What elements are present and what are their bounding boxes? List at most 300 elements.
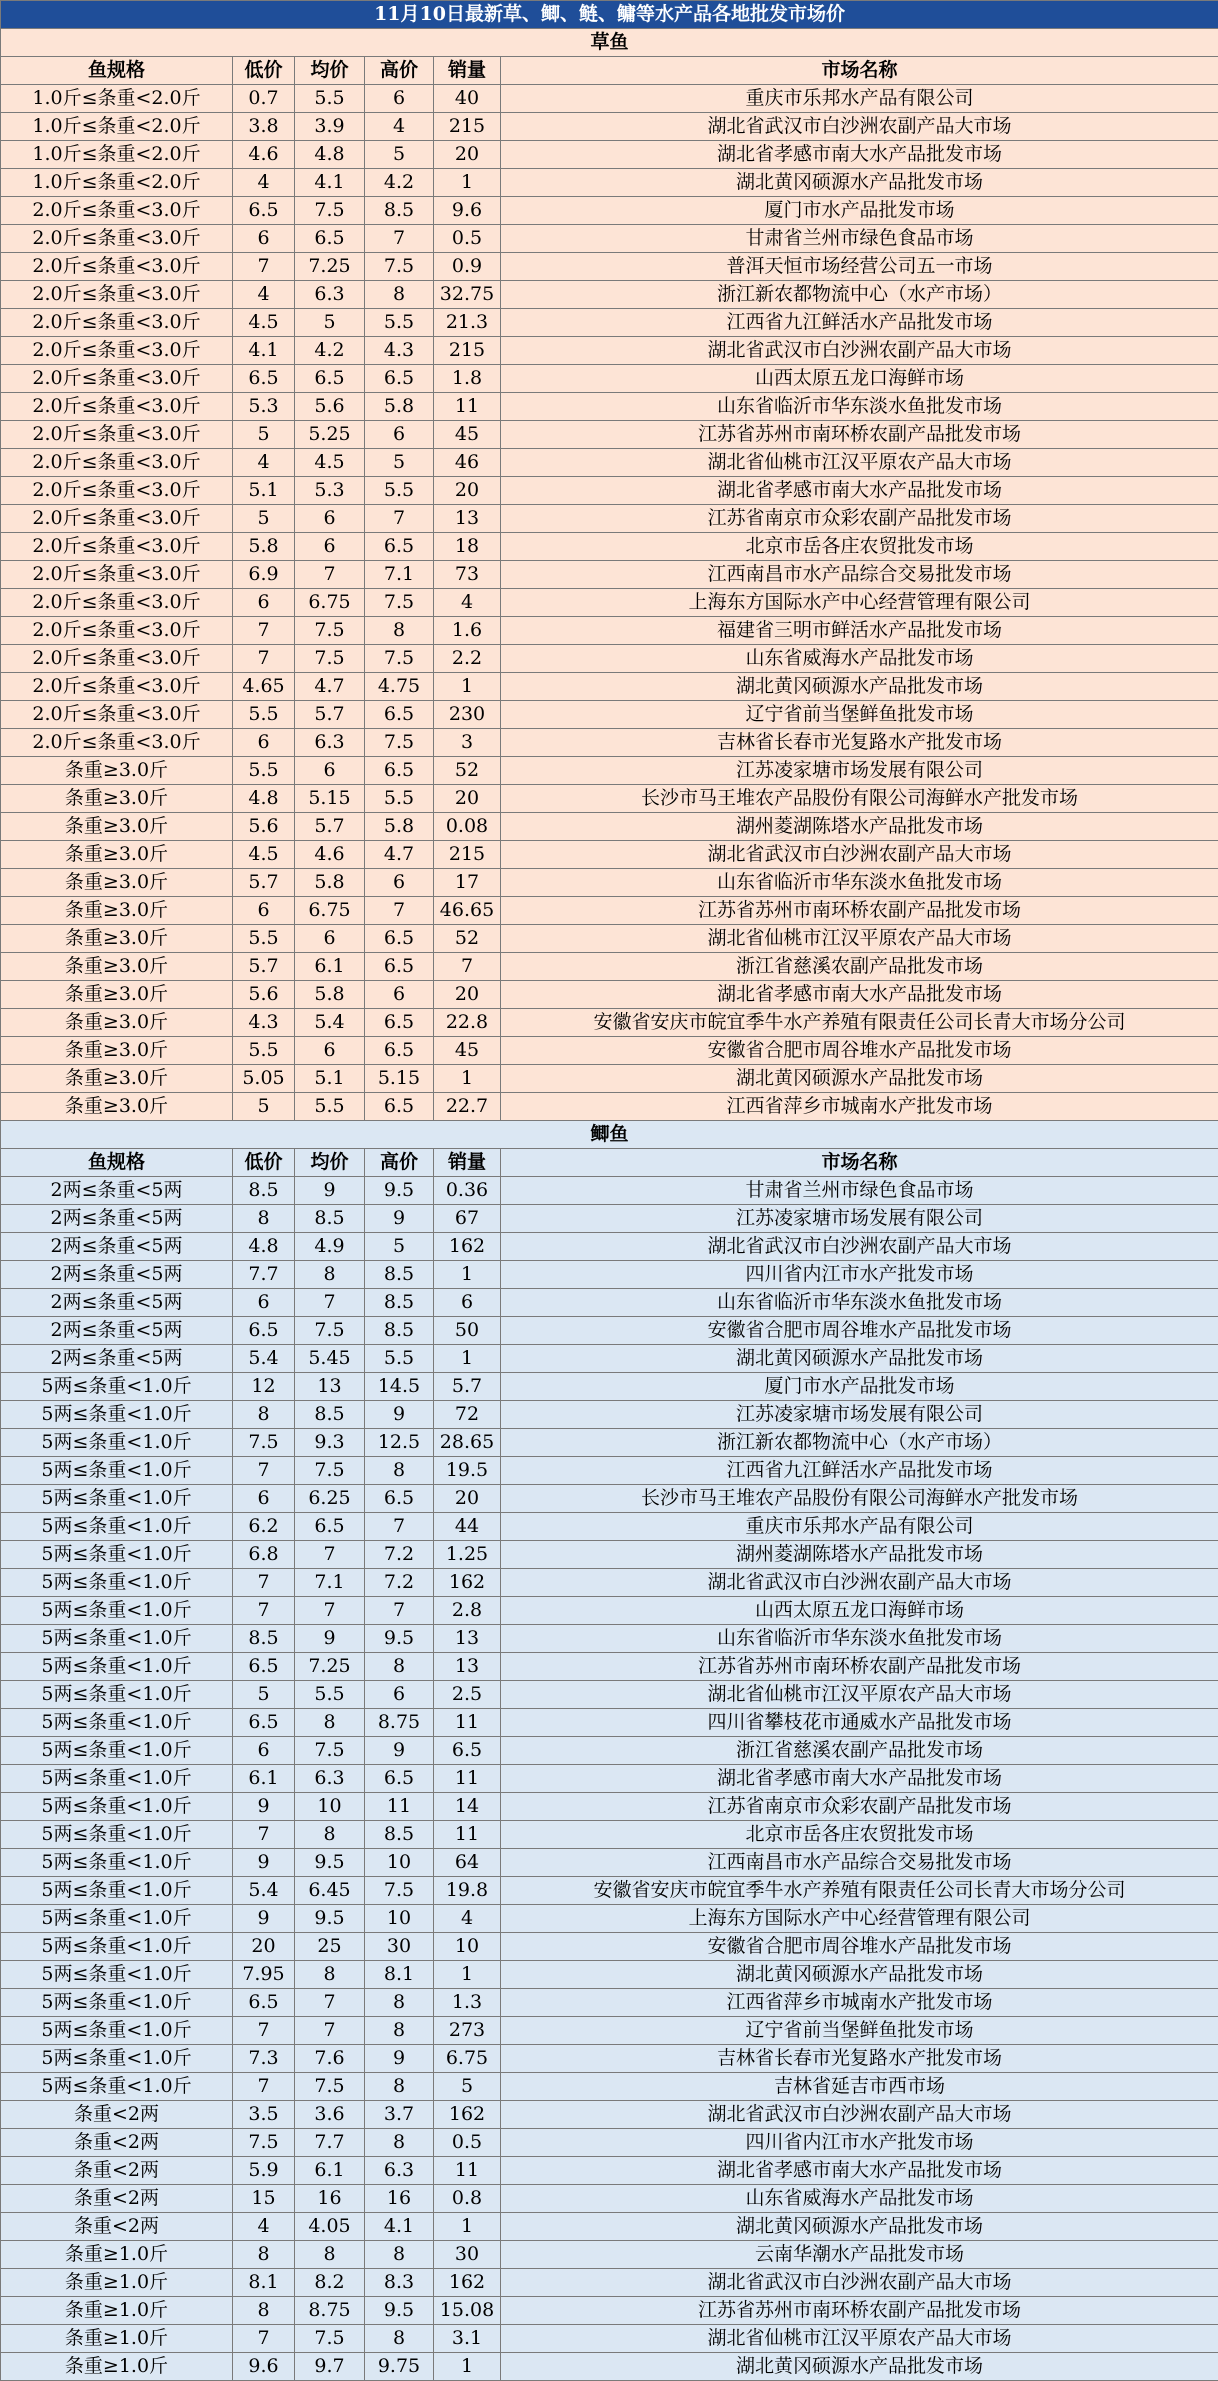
size-spec-cell: 条重≥1.0斤 xyxy=(1,2325,233,2353)
table-row xyxy=(1,1541,1218,1569)
value-cell: 0.08 xyxy=(434,813,501,841)
table-row xyxy=(1,1961,1218,1989)
size-spec-cell: 5两≤条重<1.0斤 xyxy=(1,1597,233,1625)
value-cell: 9.75 xyxy=(365,2353,434,2381)
size-spec-cell: 2两≤条重<5两 xyxy=(1,1345,233,1373)
value-cell: 6 xyxy=(233,729,295,757)
value-cell: 5.3 xyxy=(233,393,295,421)
market-name-cell: 安徽省合肥市周谷堆水产品批发市场 xyxy=(501,1933,1218,1961)
value-cell: 0.7 xyxy=(233,85,295,113)
size-spec-cell: 条重≥3.0斤 xyxy=(1,869,233,897)
value-cell: 6 xyxy=(295,757,365,785)
value-cell: 6 xyxy=(233,897,295,925)
value-cell: 5.7 xyxy=(295,701,365,729)
value-cell: 14.5 xyxy=(365,1373,434,1401)
value-cell: 20 xyxy=(434,477,501,505)
value-cell: 6.5 xyxy=(365,365,434,393)
value-cell: 9 xyxy=(233,1793,295,1821)
value-cell: 5.8 xyxy=(295,869,365,897)
value-cell: 5.8 xyxy=(295,981,365,1009)
value-cell: 7.3 xyxy=(233,2045,295,2073)
size-spec-cell: 2.0斤≤条重<3.0斤 xyxy=(1,197,233,225)
value-cell: 4 xyxy=(233,281,295,309)
market-name-cell: 江西南昌市水产品综合交易批发市场 xyxy=(501,561,1218,589)
column-header: 高价 xyxy=(365,57,434,85)
market-name-cell: 湖州菱湖陈塔水产品批发市场 xyxy=(501,813,1218,841)
value-cell: 8 xyxy=(365,2241,434,2269)
size-spec-cell: 条重≥1.0斤 xyxy=(1,2297,233,2325)
value-cell: 6 xyxy=(233,1737,295,1765)
value-cell: 5.7 xyxy=(434,1373,501,1401)
value-cell: 1.6 xyxy=(434,617,501,645)
table-row xyxy=(1,2045,1218,2073)
value-cell: 7.5 xyxy=(365,645,434,673)
market-name-cell: 甘肃省兰州市绿色食品市场 xyxy=(501,1177,1218,1205)
table-row xyxy=(1,169,1218,197)
market-name-cell: 江苏省苏州市南环桥农副产品批发市场 xyxy=(501,897,1218,925)
value-cell: 5.8 xyxy=(233,533,295,561)
value-cell: 5.15 xyxy=(365,1065,434,1093)
value-cell: 273 xyxy=(434,2017,501,2045)
value-cell: 5.5 xyxy=(365,477,434,505)
table-row xyxy=(1,1597,1218,1625)
value-cell: 13 xyxy=(434,1625,501,1653)
value-cell: 6.75 xyxy=(434,2045,501,2073)
market-name-cell: 吉林省长春市光复路水产批发市场 xyxy=(501,2045,1218,2073)
value-cell: 20 xyxy=(434,785,501,813)
size-spec-cell: 5两≤条重<1.0斤 xyxy=(1,1961,233,1989)
table-row xyxy=(1,869,1218,897)
market-name-cell: 湖北省武汉市白沙洲农副产品大市场 xyxy=(501,113,1218,141)
column-header: 销量 xyxy=(434,57,501,85)
value-cell: 5.4 xyxy=(233,1877,295,1905)
value-cell: 8 xyxy=(295,1709,365,1737)
size-spec-cell: 条重≥3.0斤 xyxy=(1,785,233,813)
value-cell: 7 xyxy=(434,953,501,981)
value-cell: 7 xyxy=(295,1989,365,2017)
value-cell: 11 xyxy=(434,1821,501,1849)
market-name-cell: 湖北省武汉市白沙洲农副产品大市场 xyxy=(501,337,1218,365)
value-cell: 72 xyxy=(434,1401,501,1429)
value-cell: 6.9 xyxy=(233,561,295,589)
table-row xyxy=(1,1205,1218,1233)
value-cell: 5.5 xyxy=(295,1681,365,1709)
table-row xyxy=(1,337,1218,365)
value-cell: 3.9 xyxy=(295,113,365,141)
size-spec-cell: 条重≥3.0斤 xyxy=(1,841,233,869)
value-cell: 25 xyxy=(295,1933,365,1961)
value-cell: 4.5 xyxy=(233,309,295,337)
market-name-cell: 福建省三明市鲜活水产品批发市场 xyxy=(501,617,1218,645)
size-spec-cell: 5两≤条重<1.0斤 xyxy=(1,1793,233,1821)
value-cell: 7.5 xyxy=(365,1877,434,1905)
value-cell: 64 xyxy=(434,1849,501,1877)
value-cell: 7 xyxy=(295,2017,365,2045)
size-spec-cell: 2.0斤≤条重<3.0斤 xyxy=(1,449,233,477)
page-title: 11月10日最新草、鲫、鲢、鳙等水产品各地批发市场价 xyxy=(1,1,1218,29)
size-spec-cell: 2.0斤≤条重<3.0斤 xyxy=(1,673,233,701)
size-spec-cell: 5两≤条重<1.0斤 xyxy=(1,1541,233,1569)
market-name-cell: 山东省威海水产品批发市场 xyxy=(501,2185,1218,2213)
value-cell: 6.5 xyxy=(233,197,295,225)
market-name-cell: 江苏省苏州市南环桥农副产品批发市场 xyxy=(501,1653,1218,1681)
market-name-cell: 安徽省安庆市皖宜季牛水产养殖有限责任公司长青大市场分公司 xyxy=(501,1877,1218,1905)
market-name-cell: 山东省临沂市华东淡水鱼批发市场 xyxy=(501,393,1218,421)
value-cell: 5.8 xyxy=(365,813,434,841)
value-cell: 6.5 xyxy=(233,1989,295,2017)
value-cell: 7.5 xyxy=(295,645,365,673)
value-cell: 11 xyxy=(434,1765,501,1793)
size-spec-cell: 2两≤条重<5两 xyxy=(1,1177,233,1205)
value-cell: 6 xyxy=(365,421,434,449)
value-cell: 4.65 xyxy=(233,673,295,701)
table-row xyxy=(1,421,1218,449)
market-name-cell: 江西省萍乡市城南水产批发市场 xyxy=(501,1989,1218,2017)
value-cell: 7.25 xyxy=(295,1653,365,1681)
section-title: 草鱼 xyxy=(1,29,1218,57)
value-cell: 1.25 xyxy=(434,1541,501,1569)
value-cell: 6.5 xyxy=(233,1709,295,1737)
market-name-cell: 厦门市水产品批发市场 xyxy=(501,197,1218,225)
value-cell: 12.5 xyxy=(365,1429,434,1457)
value-cell: 46.65 xyxy=(434,897,501,925)
market-name-cell: 江西省九江鲜活水产品批发市场 xyxy=(501,1457,1218,1485)
value-cell: 8 xyxy=(365,1989,434,2017)
value-cell: 12 xyxy=(233,1373,295,1401)
value-cell: 8.5 xyxy=(295,1401,365,1429)
value-cell: 20 xyxy=(233,1933,295,1961)
size-spec-cell: 1.0斤≤条重<2.0斤 xyxy=(1,141,233,169)
size-spec-cell: 条重≥1.0斤 xyxy=(1,2353,233,2381)
value-cell: 7.6 xyxy=(295,2045,365,2073)
value-cell: 4.5 xyxy=(295,449,365,477)
value-cell: 20 xyxy=(434,1485,501,1513)
value-cell: 8.5 xyxy=(365,1261,434,1289)
value-cell: 9 xyxy=(233,1905,295,1933)
table-row xyxy=(1,1933,1218,1961)
column-header: 市场名称 xyxy=(501,1149,1218,1177)
market-name-cell: 湖北省武汉市白沙洲农副产品大市场 xyxy=(501,1569,1218,1597)
size-spec-cell: 条重≥3.0斤 xyxy=(1,1065,233,1093)
value-cell: 6.1 xyxy=(233,1765,295,1793)
value-cell: 5.9 xyxy=(233,2157,295,2185)
value-cell: 7 xyxy=(233,1569,295,1597)
market-name-cell: 重庆市乐邦水产品有限公司 xyxy=(501,1513,1218,1541)
value-cell: 9.6 xyxy=(434,197,501,225)
size-spec-cell: 5两≤条重<1.0斤 xyxy=(1,1905,233,1933)
size-spec-cell: 5两≤条重<1.0斤 xyxy=(1,1877,233,1905)
value-cell: 8.5 xyxy=(365,197,434,225)
value-cell: 11 xyxy=(434,2157,501,2185)
market-name-cell: 湖北省武汉市白沙洲农副产品大市场 xyxy=(501,841,1218,869)
market-name-cell: 湖北省孝感市南大水产品批发市场 xyxy=(501,477,1218,505)
column-header: 鱼规格 xyxy=(1,57,233,85)
value-cell: 8 xyxy=(365,1457,434,1485)
value-cell: 6.3 xyxy=(295,729,365,757)
value-cell: 15 xyxy=(233,2185,295,2213)
value-cell: 5.7 xyxy=(233,869,295,897)
table-row xyxy=(1,1373,1218,1401)
size-spec-cell: 5两≤条重<1.0斤 xyxy=(1,1821,233,1849)
market-name-cell: 湖北省武汉市白沙洲农副产品大市场 xyxy=(501,1233,1218,1261)
size-spec-cell: 2.0斤≤条重<3.0斤 xyxy=(1,253,233,281)
table-row xyxy=(1,2241,1218,2269)
value-cell: 6.3 xyxy=(295,281,365,309)
value-cell: 6.5 xyxy=(233,365,295,393)
size-spec-cell: 5两≤条重<1.0斤 xyxy=(1,1457,233,1485)
value-cell: 6 xyxy=(434,1289,501,1317)
value-cell: 7.5 xyxy=(365,729,434,757)
table-row xyxy=(1,1765,1218,1793)
value-cell: 4.1 xyxy=(295,169,365,197)
value-cell: 22.8 xyxy=(434,1009,501,1037)
table-row xyxy=(1,1513,1218,1541)
value-cell: 162 xyxy=(434,2269,501,2297)
value-cell: 4.8 xyxy=(233,785,295,813)
table-row xyxy=(1,1709,1218,1737)
size-spec-cell: 条重<2两 xyxy=(1,2185,233,2213)
value-cell: 6 xyxy=(365,981,434,1009)
value-cell: 5.25 xyxy=(295,421,365,449)
value-cell: 52 xyxy=(434,925,501,953)
market-name-cell: 云南华潮水产品批发市场 xyxy=(501,2241,1218,2269)
table-row xyxy=(1,673,1218,701)
size-spec-cell: 条重≥3.0斤 xyxy=(1,953,233,981)
value-cell: 17 xyxy=(434,869,501,897)
table-row xyxy=(1,1625,1218,1653)
value-cell: 5 xyxy=(365,1233,434,1261)
table-row xyxy=(1,1401,1218,1429)
value-cell: 13 xyxy=(434,505,501,533)
table-row xyxy=(1,1177,1218,1205)
value-cell: 5.5 xyxy=(233,925,295,953)
value-cell: 3.6 xyxy=(295,2101,365,2129)
value-cell: 5 xyxy=(233,505,295,533)
size-spec-cell: 2.0斤≤条重<3.0斤 xyxy=(1,225,233,253)
value-cell: 8.2 xyxy=(295,2269,365,2297)
value-cell: 50 xyxy=(434,1317,501,1345)
value-cell: 2.8 xyxy=(434,1597,501,1625)
value-cell: 7 xyxy=(233,1821,295,1849)
value-cell: 1 xyxy=(434,169,501,197)
value-cell: 1.8 xyxy=(434,365,501,393)
value-cell: 9 xyxy=(365,1737,434,1765)
market-name-cell: 北京市岳各庄农贸批发市场 xyxy=(501,533,1218,561)
size-spec-cell: 条重≥3.0斤 xyxy=(1,813,233,841)
value-cell: 5 xyxy=(365,141,434,169)
value-cell: 8 xyxy=(365,1653,434,1681)
value-cell: 6.5 xyxy=(295,365,365,393)
value-cell: 5 xyxy=(295,309,365,337)
value-cell: 5.6 xyxy=(233,981,295,1009)
column-header: 低价 xyxy=(233,1149,295,1177)
table-row xyxy=(1,365,1218,393)
value-cell: 9.6 xyxy=(233,2353,295,2381)
market-name-cell: 江苏省苏州市南环桥农副产品批发市场 xyxy=(501,421,1218,449)
size-spec-cell: 条重≥3.0斤 xyxy=(1,981,233,1009)
market-name-cell: 浙江新农都物流中心（水产市场） xyxy=(501,1429,1218,1457)
value-cell: 6.5 xyxy=(365,953,434,981)
size-spec-cell: 2两≤条重<5两 xyxy=(1,1205,233,1233)
table-row xyxy=(1,2073,1218,2101)
market-name-cell: 山西太原五龙口海鲜市场 xyxy=(501,1597,1218,1625)
table-row xyxy=(1,2185,1218,2213)
market-name-cell: 山东省威海水产品批发市场 xyxy=(501,645,1218,673)
value-cell: 6 xyxy=(233,589,295,617)
value-cell: 8.5 xyxy=(365,1289,434,1317)
value-cell: 4.1 xyxy=(365,2213,434,2241)
table-row xyxy=(1,2353,1218,2381)
value-cell: 7.5 xyxy=(295,1457,365,1485)
value-cell: 8.75 xyxy=(365,1709,434,1737)
value-cell: 8 xyxy=(365,281,434,309)
value-cell: 6 xyxy=(365,869,434,897)
value-cell: 7.5 xyxy=(295,1317,365,1345)
value-cell: 9 xyxy=(365,1205,434,1233)
value-cell: 19.5 xyxy=(434,1457,501,1485)
value-cell: 162 xyxy=(434,2101,501,2129)
value-cell: 8 xyxy=(365,2129,434,2157)
value-cell: 5.6 xyxy=(295,393,365,421)
size-spec-cell: 5两≤条重<1.0斤 xyxy=(1,2073,233,2101)
value-cell: 7.5 xyxy=(295,197,365,225)
value-cell: 5.5 xyxy=(365,785,434,813)
table-row xyxy=(1,2157,1218,2185)
value-cell: 6.45 xyxy=(295,1877,365,1905)
value-cell: 7.7 xyxy=(233,1261,295,1289)
value-cell: 8 xyxy=(295,1961,365,1989)
market-name-cell: 江苏凌家塘市场发展有限公司 xyxy=(501,1401,1218,1429)
value-cell: 8.5 xyxy=(365,1317,434,1345)
size-spec-cell: 5两≤条重<1.0斤 xyxy=(1,1737,233,1765)
table-row xyxy=(1,1093,1218,1121)
value-cell: 7.5 xyxy=(295,2073,365,2101)
value-cell: 8 xyxy=(233,2241,295,2269)
value-cell: 16 xyxy=(365,2185,434,2213)
market-name-cell: 吉林省长春市光复路水产批发市场 xyxy=(501,729,1218,757)
value-cell: 8.5 xyxy=(295,1205,365,1233)
value-cell: 9 xyxy=(233,1849,295,1877)
value-cell: 30 xyxy=(365,1933,434,1961)
value-cell: 6 xyxy=(365,85,434,113)
value-cell: 9 xyxy=(295,1177,365,1205)
value-cell: 5.5 xyxy=(295,85,365,113)
value-cell: 6.5 xyxy=(295,225,365,253)
value-cell: 4.2 xyxy=(365,169,434,197)
value-cell: 9.7 xyxy=(295,2353,365,2381)
table-row xyxy=(1,1429,1218,1457)
value-cell: 5 xyxy=(233,421,295,449)
table-row xyxy=(1,1737,1218,1765)
value-cell: 4 xyxy=(365,113,434,141)
value-cell: 8 xyxy=(295,2241,365,2269)
value-cell: 7.5 xyxy=(233,2129,295,2157)
value-cell: 6.5 xyxy=(365,757,434,785)
value-cell: 6.5 xyxy=(434,1737,501,1765)
market-name-cell: 辽宁省前当堡鲜鱼批发市场 xyxy=(501,701,1218,729)
size-spec-cell: 2.0斤≤条重<3.0斤 xyxy=(1,617,233,645)
size-spec-cell: 条重<2两 xyxy=(1,2129,233,2157)
market-name-cell: 普洱天恒市场经营公司五一市场 xyxy=(501,253,1218,281)
column-header: 市场名称 xyxy=(501,57,1218,85)
table-row xyxy=(1,449,1218,477)
value-cell: 5.4 xyxy=(295,1009,365,1037)
size-spec-cell: 1.0斤≤条重<2.0斤 xyxy=(1,113,233,141)
market-name-cell: 安徽省合肥市周谷堆水产品批发市场 xyxy=(501,1317,1218,1345)
size-spec-cell: 5两≤条重<1.0斤 xyxy=(1,1765,233,1793)
size-spec-cell: 2.0斤≤条重<3.0斤 xyxy=(1,477,233,505)
market-name-cell: 北京市岳各庄农贸批发市场 xyxy=(501,1821,1218,1849)
size-spec-cell: 5两≤条重<1.0斤 xyxy=(1,2045,233,2073)
market-name-cell: 江苏凌家塘市场发展有限公司 xyxy=(501,757,1218,785)
value-cell: 8 xyxy=(295,1821,365,1849)
value-cell: 11 xyxy=(434,393,501,421)
size-spec-cell: 2.0斤≤条重<3.0斤 xyxy=(1,561,233,589)
table-row xyxy=(1,1457,1218,1485)
value-cell: 15.08 xyxy=(434,2297,501,2325)
table-row xyxy=(1,1793,1218,1821)
value-cell: 4.3 xyxy=(365,337,434,365)
market-name-cell: 长沙市马王堆农产品股份有限公司海鲜水产批发市场 xyxy=(501,1485,1218,1513)
value-cell: 5.7 xyxy=(233,953,295,981)
value-cell: 7 xyxy=(233,2325,295,2353)
value-cell: 6 xyxy=(233,1485,295,1513)
value-cell: 8.5 xyxy=(365,1821,434,1849)
value-cell: 7 xyxy=(365,1513,434,1541)
value-cell: 1 xyxy=(434,2353,501,2381)
market-name-cell: 湖北省仙桃市江汉平原农产品大市场 xyxy=(501,1681,1218,1709)
value-cell: 4.3 xyxy=(233,1009,295,1037)
value-cell: 4 xyxy=(233,2213,295,2241)
value-cell: 8 xyxy=(233,1401,295,1429)
table-row xyxy=(1,1261,1218,1289)
value-cell: 4.05 xyxy=(295,2213,365,2241)
value-cell: 1 xyxy=(434,1345,501,1373)
table-row xyxy=(1,281,1218,309)
table-row xyxy=(1,2213,1218,2241)
table-row xyxy=(1,197,1218,225)
table-row xyxy=(1,1065,1218,1093)
value-cell: 3 xyxy=(434,729,501,757)
value-cell: 6 xyxy=(233,1289,295,1317)
value-cell: 6.5 xyxy=(365,533,434,561)
size-spec-cell: 条重≥3.0斤 xyxy=(1,1093,233,1121)
table-row xyxy=(1,2129,1218,2157)
market-name-cell: 湖北省孝感市南大水产品批发市场 xyxy=(501,1765,1218,1793)
value-cell: 45 xyxy=(434,1037,501,1065)
value-cell: 5.1 xyxy=(233,477,295,505)
value-cell: 4 xyxy=(233,169,295,197)
value-cell: 1 xyxy=(434,1261,501,1289)
size-spec-cell: 5两≤条重<1.0斤 xyxy=(1,1989,233,2017)
table-row xyxy=(1,757,1218,785)
value-cell: 19.8 xyxy=(434,1877,501,1905)
table-row xyxy=(1,2269,1218,2297)
size-spec-cell: 2两≤条重<5两 xyxy=(1,1261,233,1289)
value-cell: 6.5 xyxy=(365,1765,434,1793)
value-cell: 7 xyxy=(233,617,295,645)
value-cell: 6.1 xyxy=(295,953,365,981)
value-cell: 215 xyxy=(434,841,501,869)
market-name-cell: 湖北黄冈硕源水产品批发市场 xyxy=(501,1065,1218,1093)
title-row xyxy=(1,1,1218,29)
size-spec-cell: 2.0斤≤条重<3.0斤 xyxy=(1,701,233,729)
value-cell: 10 xyxy=(295,1793,365,1821)
market-name-cell: 湖北省仙桃市江汉平原农产品大市场 xyxy=(501,2325,1218,2353)
value-cell: 7.1 xyxy=(365,561,434,589)
value-cell: 162 xyxy=(434,1233,501,1261)
value-cell: 8 xyxy=(295,1261,365,1289)
